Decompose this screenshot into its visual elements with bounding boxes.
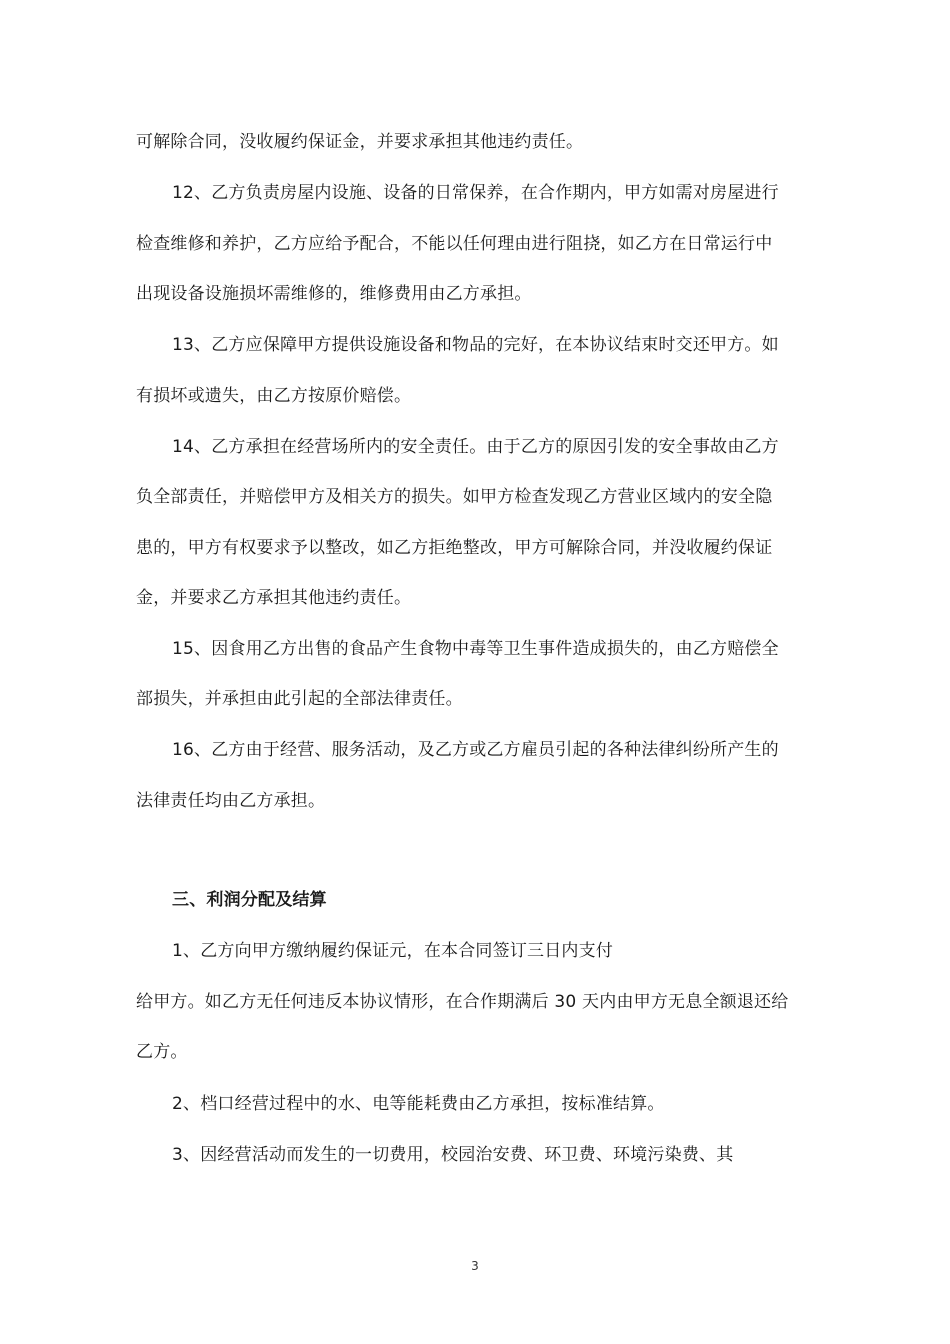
clause-12-line-3: 出现设备设施损坏需维修的，维修费用由乙方承担。 — [136, 284, 532, 304]
settlement-1-line-2: 给甲方。如乙方无任何违反本协议情形，在合作期满后 30 天内由甲方无息全额退还给 — [136, 992, 789, 1012]
clause-14-line-2: 负全部责任，并赔偿甲方及相关方的损失。如甲方检查发现乙方营业区域内的安全隐 — [136, 487, 773, 507]
clause-13-line-2: 有损坏或遗失，由乙方按原价赔偿。 — [136, 386, 412, 406]
clause-14-line-4: 金，并要求乙方承担其他违约责任。 — [136, 588, 412, 608]
clause-16-line-1: 16、乙方由于经营、服务活动，及乙方或乙方雇员引起的各种法律纠纷所产生的 — [172, 740, 779, 760]
clause-14-line-1: 14、乙方承担在经营场所内的安全责任。由于乙方的原因引发的安全事故由乙方 — [172, 437, 779, 457]
clause-12-line-2: 检查维修和养护，乙方应给予配合，不能以任何理由进行阻挠，如乙方在日常运行中 — [136, 234, 773, 254]
settlement-3-line-1: 3、因经营活动而发生的一切费用，校园治安费、环卫费、环境污染费、其 — [172, 1145, 734, 1165]
page-number: 3 — [471, 1259, 479, 1273]
clause-14-line-3: 患的，甲方有权要求予以整改，如乙方拒绝整改，甲方可解除合同，并没收履约保证 — [136, 538, 773, 558]
clause-12-line-1: 12、乙方负责房屋内设施、设备的日常保养，在合作期内，甲方如需对房屋进行 — [172, 183, 779, 203]
clause-16-line-2: 法律责任均由乙方承担。 — [136, 791, 326, 811]
settlement-2-line-1: 2、档口经营过程中的水、电等能耗费由乙方承担，按标准结算。 — [172, 1094, 665, 1114]
clause-13-line-1: 13、乙方应保障甲方提供设施设备和物品的完好，在本协议结束时交还甲方。如 — [172, 335, 779, 355]
settlement-1-line-1: 1、乙方向甲方缴纳履约保证元，在本合同签订三日内支付 — [172, 941, 614, 961]
clause-15-line-1: 15、因食用乙方出售的食品产生食物中毒等卫生事件造成损失的，由乙方赔偿全 — [172, 639, 779, 659]
clause-15-line-2: 部损失，并承担由此引起的全部法律责任。 — [136, 689, 463, 709]
settlement-1-line-3: 乙方。 — [136, 1042, 188, 1062]
paragraph-line: 可解除合同，没收履约保证金，并要求承担其他违约责任。 — [136, 132, 584, 152]
section-heading: 三、利润分配及结算 — [172, 890, 327, 910]
